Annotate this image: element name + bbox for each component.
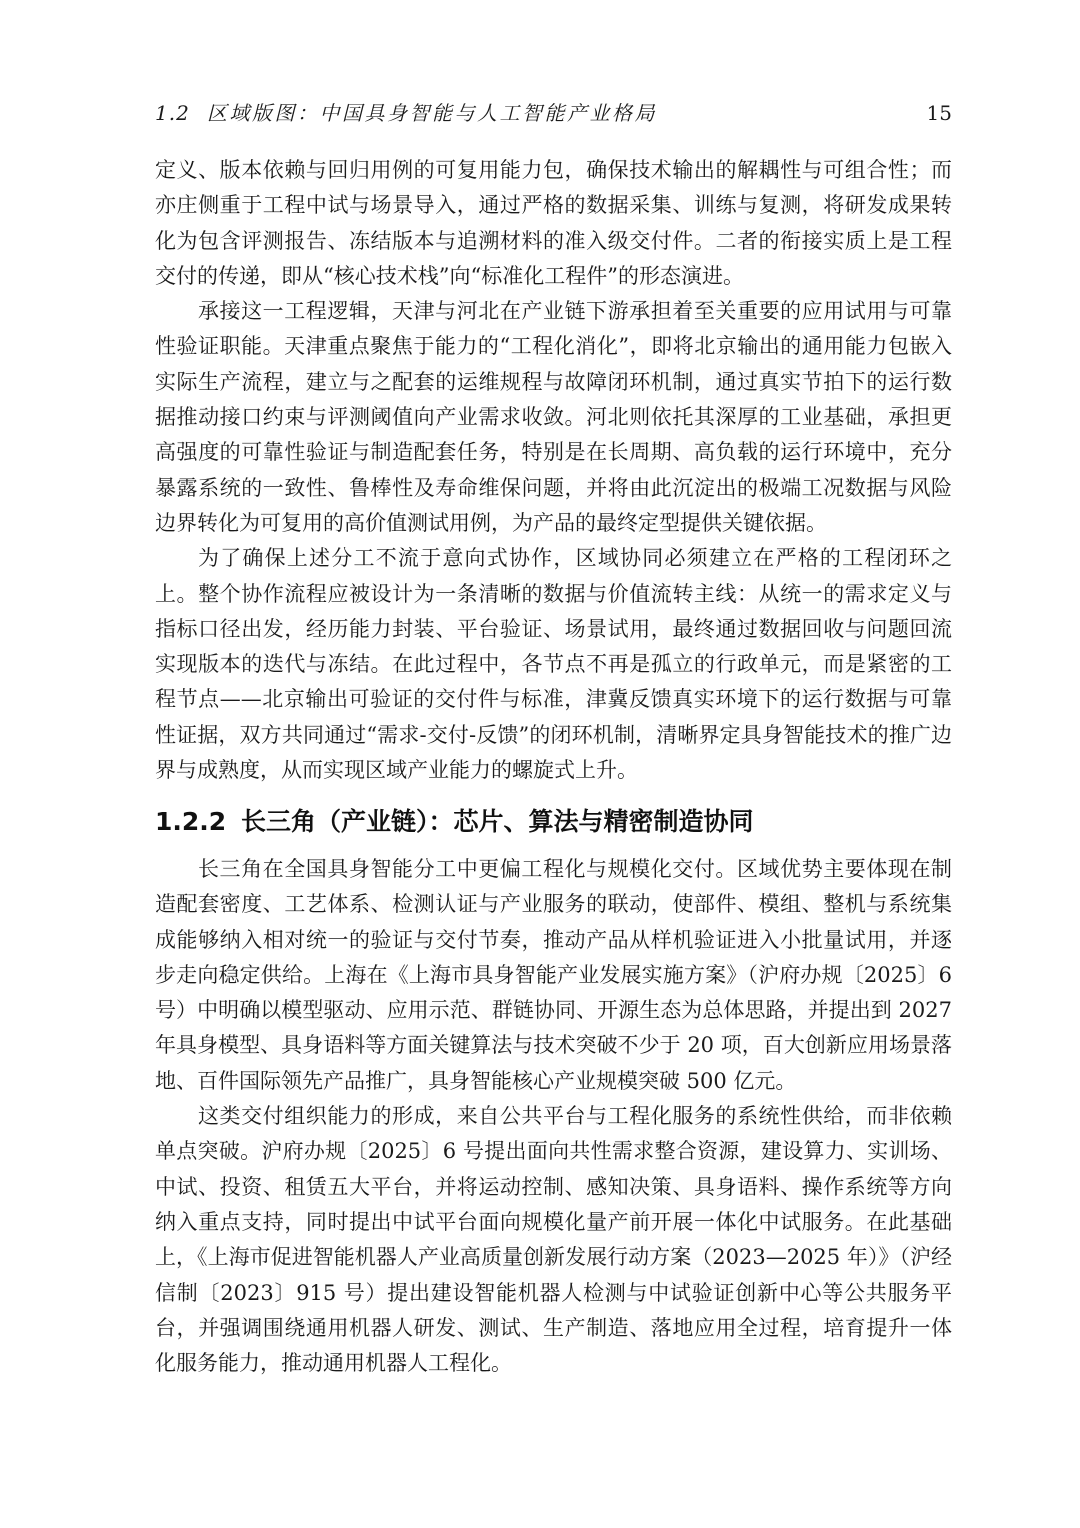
- section-heading-number: 1.2.2: [155, 807, 227, 836]
- paragraph-public-platforms: 这类交付组织能力的形成，来自公共平台与工程化服务的系统性供给，而非依赖单点突破。沪府办规〔2025〕6 号提出面向共性需求整合资源，建设算力、实训场、中试、投资、租赁五大平台，并将运动控制、感知决策、具身语料、操作系统等方向纳入重点支持，同时提出中试平台面向规模化量产前开展一体化中试服务。在此基础上，《上海市促进智能机器人产业高质量创新发展行动方案（2023—2025 年）》（沪经信制〔2023〕915 号）提出建设智能机器人检测与中试验证创新中心等公共服务平台，并强调围绕通用机器人研发、测试、生产制造、落地应用全过程，培育提升一体化服务能力，推动通用机器人工程化。: [155, 1104, 952, 1376]
- section-heading-title: 长三角（产业链）：芯片、算法与精密制造协同: [241, 807, 754, 836]
- paragraph-engineering-loop: 为了确保上述分工不流于意向式协作，区域协同必须建立在严格的工程闭环之上。整个协作流程应被设计为一条清晰的数据与价值流转主线：从统一的需求定义与指标口径出发，经历能力封装、平台验证、场景试用，最终通过数据回收与问题回流实现版本的迭代与冻结。在此过程中，各节点不再是孤立的行政单元，而是紧密的工程节点——北京输出可验证的交付件与标准，津冀反馈真实环境下的运行数据与可靠性证据，双方共同通过“需求-交付-反馈”的闭环机制，清晰界定具身智能技术的推广边界与成熟度，从而实现区域产业能力的螺旋式上升。: [155, 546, 952, 783]
- page-number: 15: [926, 101, 952, 125]
- text-block-lower: [155, 852, 952, 1381]
- running-header: [155, 96, 952, 130]
- header-section-number: 1.2: [155, 101, 190, 125]
- section-heading: [155, 802, 952, 842]
- header-chapter-title: 区域版图：中国具身智能与人工智能产业格局: [207, 101, 657, 125]
- paragraph-continued: 定义、版本依赖与回归用例的可复用能力包，确保技术输出的解耦性与可组合性；而亦庄侧重于工程中试与场景导入，通过严格的数据采集、训练与复测，将研发成果转化为包含评测报告、冻结版本与追溯材料的准入级交付件。二者的衔接实质上是工程交付的传递，即从“核心技术栈”向“标准化工程件”的形态演进。: [155, 158, 952, 288]
- paragraph-tianjin-hebei: 承接这一工程逻辑，天津与河北在产业链下游承担着至关重要的应用试用与可靠性验证职能。天津重点聚焦于能力的“工程化消化”，即将北京输出的通用能力包嵌入实际生产流程，建立与之配套的运维规程与故障闭环机制，通过真实节拍下的运行数据推动接口约束与评测阈值向产业需求收敛。河北则依托其深厚的工业基础，承担更高强度的可靠性验证与制造配套任务，特别是在长周期、高负载的运行环境中，充分暴露系统的一致性、鲁棒性及寿命维保问题，并将由此沉淀出的极端工况数据与风险边界转化为可复用的高价值测试用例，为产品的最终定型提供关键依据。: [155, 299, 952, 535]
- text-block-upper: [155, 153, 952, 788]
- paragraph-yangtze-delta: 长三角在全国具身智能分工中更偏工程化与规模化交付。区域优势主要体现在制造配套密度、工艺体系、检测认证与产业服务的联动，使部件、模组、整机与系统集成能够纳入相对统一的验证与交付节奏，推动产品从样机验证进入小批量试用，并逐步走向稳定供给。上海在《上海市具身智能产业发展实施方案》（沪府办规〔2025〕6号）中明确以模型驱动、应用示范、群链协同、开源生态为总体思路，并提出到 2027 年具身模型、具身语料等方面关键算法与技术突破不少于 20 项，百大创新应用场景落地、百件国际领先产品推广，具身智能核心产业规模突破 500 亿元。: [155, 857, 952, 1093]
